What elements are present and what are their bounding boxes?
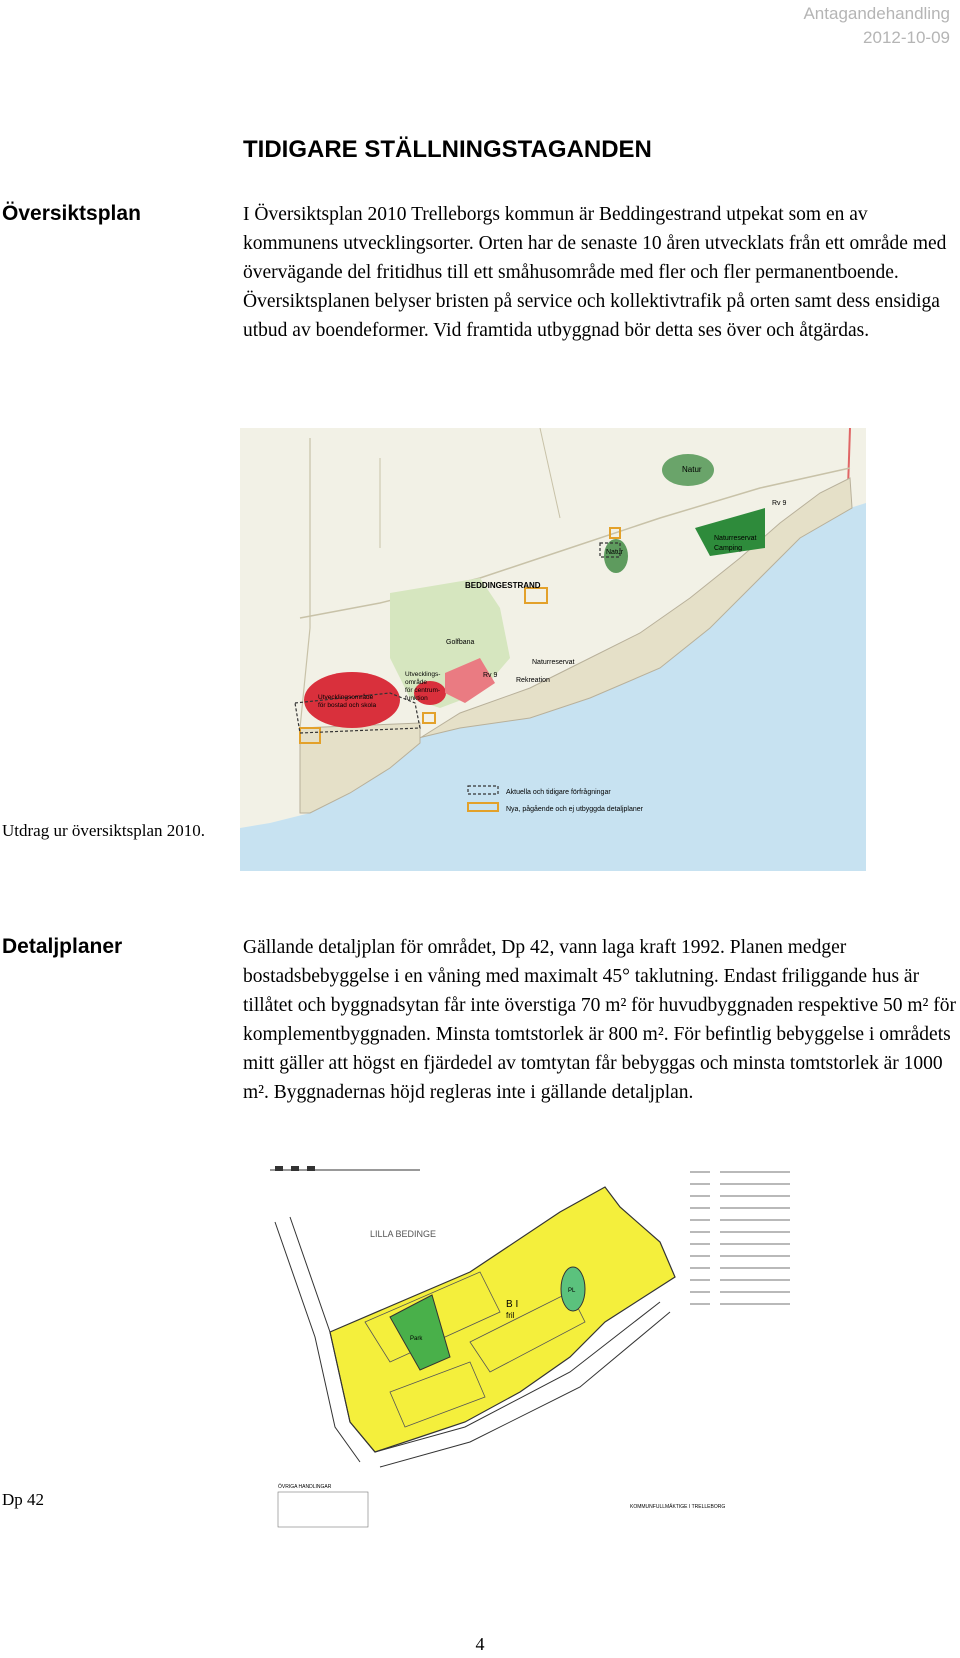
map-label-naturreservat: Naturreservat <box>714 535 757 542</box>
map-label-utv-centrum-2: område <box>405 679 428 686</box>
oversiktsplan-map <box>240 428 866 876</box>
plan-label-kommunfullmaktige: KOMMUNFULLMÄKTIGE I TRELLEBORG <box>630 1504 726 1510</box>
legend-plans: Nya, pågående och ej utbyggda detaljplaner <box>506 806 643 813</box>
map-label-naturreservat-2: Naturreservat <box>532 659 575 666</box>
map-label-utv-bostad: Utvecklingsområde <box>318 694 374 701</box>
document-type: Antagandehandling <box>803 4 950 23</box>
map-label-rekreation: Rekreation <box>516 677 550 684</box>
document-date: 2012-10-09 <box>863 28 950 47</box>
plan-label-pl: PL <box>568 1288 576 1294</box>
heading-detaljplaner: Detaljplaner <box>2 935 123 958</box>
page-number: 4 <box>475 1634 485 1654</box>
plan-label-fril: fril <box>506 1311 515 1320</box>
section-title: TIDIGARE STÄLLNINGSTAGANDEN <box>243 136 652 163</box>
detaljplan-caption: Dp 42 <box>2 1490 45 1509</box>
map-label-golfbana: Golfbana <box>446 639 475 646</box>
map-label-utv-centrum-3: för centrum- <box>405 687 441 694</box>
detaljplaner-text: Gällande detaljplan för området, Dp 42, vann laga kraft 1992. Planen medger bostadsbebyggelse i en våning med maximalt 45° taklutning. Endast friliggande hus är tillåtet och byggnadsytan får inte överstiga 70 m² för huvudbyggnaden respektive 50 m² för komplementbyggnaden. Minsta tomtstorlek är 800 m². För befintlig bebyggelse i områdets mitt gäller att högst en fjärdedel av tomtytan får bebyggas och minsta tomtstorlek är 1000 m². Byggnadernas höjd regleras inte i gällande detaljplan. <box>243 937 956 1103</box>
plan-label-lilla-bedinge: LILLA BEDINGE <box>370 1229 437 1239</box>
map-label-beddingestrand: BEDDINGESTRAND <box>465 581 541 590</box>
map-label-camping: Camping <box>714 545 743 552</box>
map-label-natur: Natur <box>682 465 702 474</box>
plan-label-park: Park <box>410 1336 423 1342</box>
heading-oversiktsplan: Översiktsplan <box>2 202 141 225</box>
map-label-rv9-2: Rv 9 <box>483 672 498 679</box>
detaljplan-map <box>270 1162 810 1537</box>
map-label-rv9: Rv 9 <box>772 500 787 507</box>
page-header <box>803 2 950 50</box>
map-label-utv-centrum-4: funktion <box>405 695 428 702</box>
oversiktsplan-text: I Översiktsplan 2010 Trelleborgs kommun är Beddingestrand utpekat som en av kommunens utvecklingsorter. Orten har de senaste 10 åren utvecklats från ett område med övervägande del fritidhus till ett småhusområde med fler och fler permanentboende. Översiktsplanen belyser bristen på service och kollektivtrafik på orten samt dess ensidiga utbud av boendeformer. Vid framtida utbyggnad bör detta ses över och åtgärdas. <box>243 204 947 341</box>
plan-label-b-fril: B I <box>506 1299 519 1310</box>
legend-inquiries: Aktuella och tidigare förfrågningar <box>506 789 611 796</box>
oversiktsplan-caption: Utdrag ur översiktsplan 2010. <box>2 821 206 840</box>
map-label-natur-2: Natur <box>606 549 624 556</box>
map-label-utv-bostad-2: för bostad och skola <box>318 702 377 709</box>
plan-label-ovriga: ÖVRIGA HANDLINGAR <box>278 1484 332 1490</box>
map-label-utv-centrum: Utvecklings- <box>405 671 441 678</box>
